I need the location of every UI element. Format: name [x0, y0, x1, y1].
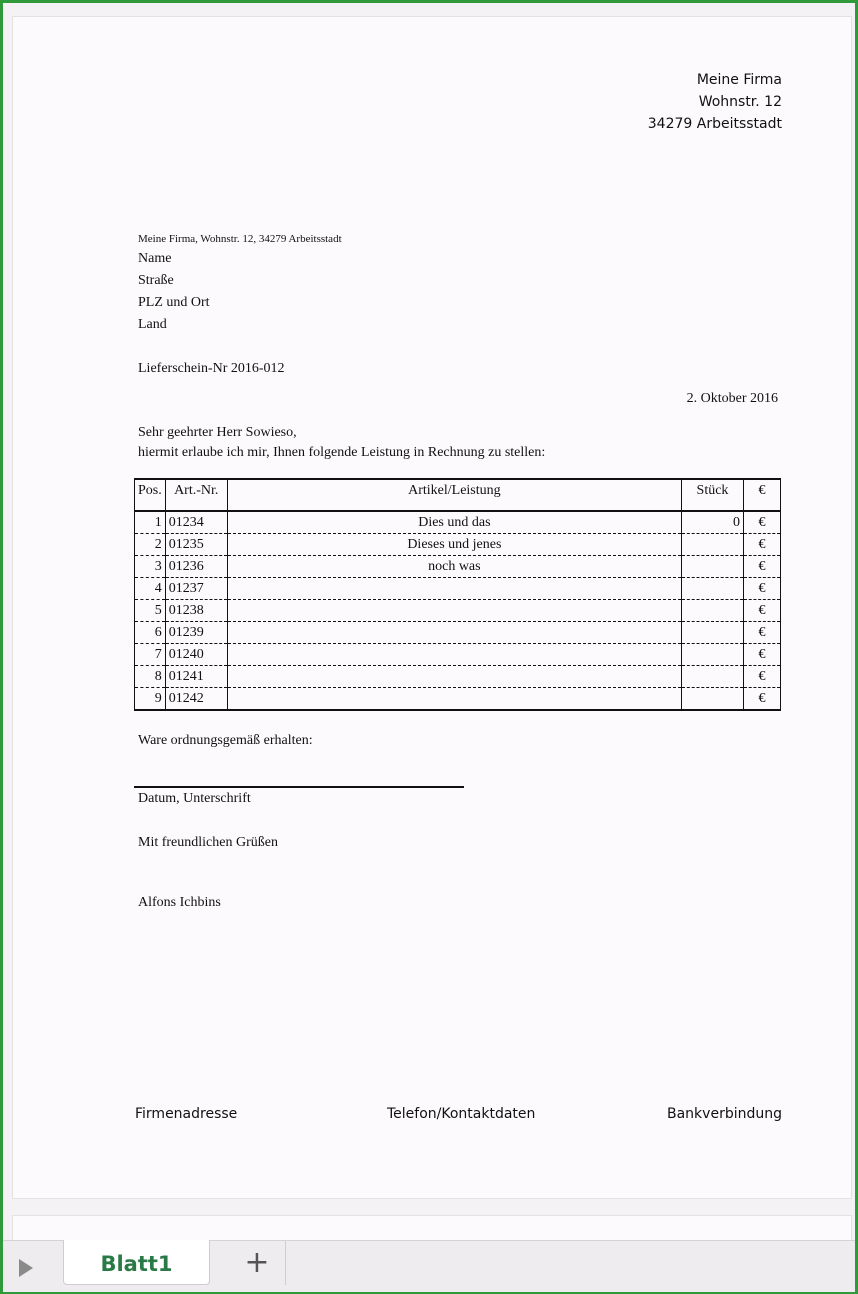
- cell-euro[interactable]: €: [744, 644, 781, 666]
- cell-euro[interactable]: €: [744, 511, 781, 534]
- cell-quantity[interactable]: [682, 688, 744, 711]
- cell-art-nr[interactable]: 01237: [165, 578, 227, 600]
- cell-quantity[interactable]: [682, 556, 744, 578]
- header-quantity[interactable]: Stück: [682, 479, 744, 511]
- cell-pos[interactable]: 9: [135, 688, 166, 711]
- header-pos[interactable]: Pos.: [135, 479, 166, 511]
- table-row: [135, 511, 781, 534]
- cell-euro[interactable]: €: [744, 688, 781, 711]
- cell-art-nr[interactable]: 01238: [165, 600, 227, 622]
- recipient-street: Straße: [138, 273, 174, 288]
- cell-pos[interactable]: 7: [135, 644, 166, 666]
- goods-received-text: Ware ordnungsgemäß erhalten:: [138, 733, 313, 748]
- sender-city: 34279 Arbeitsstadt: [647, 116, 782, 132]
- signer-name: Alfons Ichbins: [138, 895, 221, 910]
- salutation: Sehr geehrter Herr Sowieso,: [138, 425, 297, 440]
- cell-pos[interactable]: 6: [135, 622, 166, 644]
- table-row: [135, 622, 781, 644]
- signature-line: [134, 786, 464, 788]
- cell-euro[interactable]: €: [744, 556, 781, 578]
- signature-label: Datum, Unterschrift: [138, 791, 251, 806]
- cell-description[interactable]: Dieses und jenes: [227, 534, 681, 556]
- cell-quantity[interactable]: [682, 622, 744, 644]
- cell-art-nr[interactable]: 01234: [165, 511, 227, 534]
- table-row: [135, 644, 781, 666]
- cell-art-nr[interactable]: 01236: [165, 556, 227, 578]
- cell-art-nr[interactable]: 01235: [165, 534, 227, 556]
- cell-euro[interactable]: €: [744, 666, 781, 688]
- cell-pos[interactable]: 4: [135, 578, 166, 600]
- footer-bank: Bankverbindung: [667, 1106, 782, 1122]
- cell-description[interactable]: [227, 600, 681, 622]
- cell-art-nr[interactable]: 01239: [165, 622, 227, 644]
- cell-pos[interactable]: 2: [135, 534, 166, 556]
- cell-description[interactable]: [227, 578, 681, 600]
- table-row: [135, 556, 781, 578]
- sender-company: Meine Firma: [696, 72, 782, 88]
- sheet-tab-bar: [3, 1240, 855, 1292]
- intro-text: hiermit erlaube ich mir, Ihnen folgende Leistung in Rechnung zu stellen:: [138, 445, 546, 460]
- sender-street: Wohnstr. 12: [698, 94, 782, 110]
- footer-address: Firmenadresse: [135, 1106, 238, 1122]
- closing-text: Mit freundlichen Grüßen: [138, 835, 278, 850]
- cell-euro[interactable]: €: [744, 578, 781, 600]
- cell-art-nr[interactable]: 01240: [165, 644, 227, 666]
- table-header-row: [135, 479, 781, 511]
- cell-description[interactable]: [227, 622, 681, 644]
- table-row: [135, 688, 781, 711]
- play-icon[interactable]: [19, 1259, 33, 1277]
- cell-quantity[interactable]: [682, 600, 744, 622]
- add-sheet-button[interactable]: +: [229, 1241, 286, 1285]
- cell-description[interactable]: Dies und das: [227, 511, 681, 534]
- cell-pos[interactable]: 5: [135, 600, 166, 622]
- document-date: 2. Oktober 2016: [686, 391, 778, 406]
- cell-pos[interactable]: 1: [135, 511, 166, 534]
- cell-quantity[interactable]: [682, 534, 744, 556]
- table-row: [135, 600, 781, 622]
- table-row: [135, 534, 781, 556]
- cell-pos[interactable]: 3: [135, 556, 166, 578]
- cell-description[interactable]: [227, 688, 681, 711]
- cell-pos[interactable]: 8: [135, 666, 166, 688]
- cell-quantity[interactable]: [682, 644, 744, 666]
- cell-description[interactable]: noch was: [227, 556, 681, 578]
- header-description[interactable]: Artikel/Leistung: [227, 479, 681, 511]
- table-row: [135, 578, 781, 600]
- cell-art-nr[interactable]: 01242: [165, 688, 227, 711]
- cell-euro[interactable]: €: [744, 534, 781, 556]
- table-row: [135, 666, 781, 688]
- sheet-tab-blatt1[interactable]: Blatt1: [63, 1240, 210, 1285]
- recipient-country: Land: [138, 317, 167, 332]
- header-art-nr[interactable]: Art.-Nr.: [165, 479, 227, 511]
- cell-description[interactable]: [227, 666, 681, 688]
- recipient-name: Name: [138, 251, 172, 266]
- cell-euro[interactable]: €: [744, 622, 781, 644]
- footer-contact: Telefon/Kontaktdaten: [387, 1106, 536, 1122]
- cell-description[interactable]: [227, 644, 681, 666]
- document-page: [12, 16, 852, 1199]
- delivery-note-number: Lieferschein-Nr 2016-012: [138, 361, 285, 376]
- cell-quantity[interactable]: 0: [682, 511, 744, 534]
- cell-art-nr[interactable]: 01241: [165, 666, 227, 688]
- cell-quantity[interactable]: [682, 666, 744, 688]
- items-table: [134, 478, 781, 711]
- cell-quantity[interactable]: [682, 578, 744, 600]
- return-address: Meine Firma, Wohnstr. 12, 34279 Arbeitsstadt: [138, 233, 342, 245]
- header-euro[interactable]: €: [744, 479, 781, 511]
- cell-euro[interactable]: €: [744, 600, 781, 622]
- recipient-zip-city: PLZ und Ort: [138, 295, 210, 310]
